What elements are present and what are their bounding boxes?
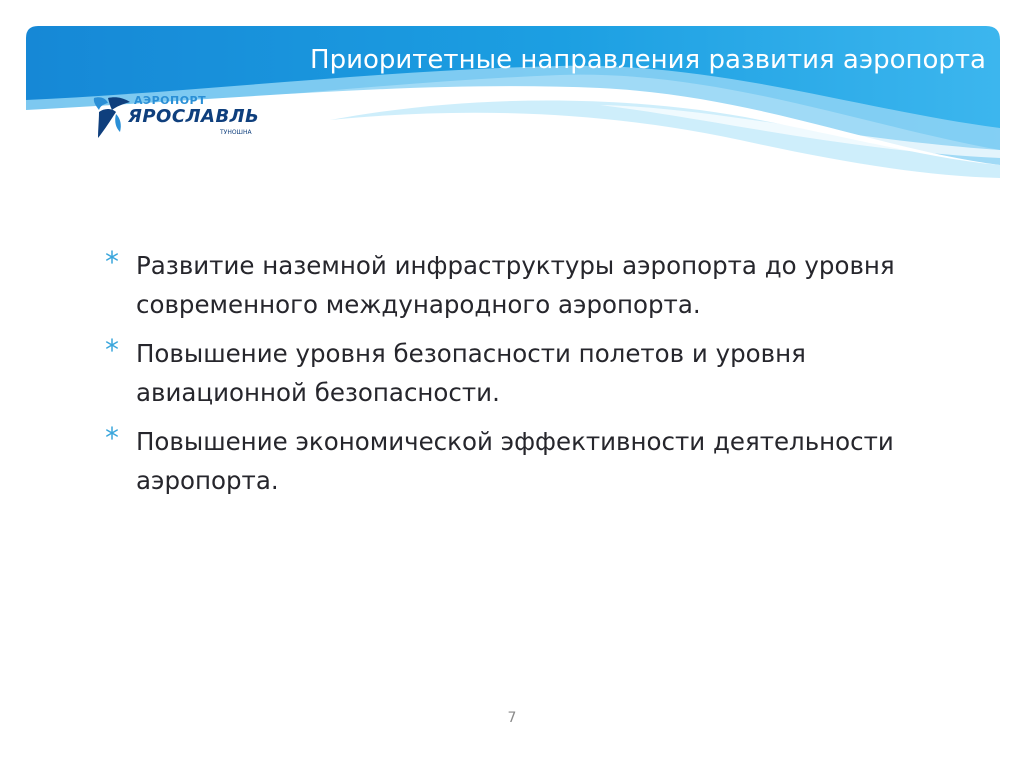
bullet-item [100,422,930,500]
bullet-text: Повышение экономической эффективности деятельности аэропорта. [136,427,894,495]
bullet-text: Развитие наземной инфраструктуры аэропорта до уровня современного международного аэропорта. [136,251,895,319]
asterisk-bullet-icon [104,249,120,265]
logo-main-text: ЯРОСЛАВЛЬ [128,106,260,127]
bullet-text: Повышение уровня безопасности полетов и уровня авиационной безопасности. [136,339,806,407]
bullet-item [100,246,930,324]
logo-top-text: АЭРОПОРТ [134,94,207,107]
logo-sub-text: ТУНОШНА [220,129,252,136]
bullet-list [100,246,930,510]
bullet-item [100,334,930,412]
asterisk-bullet-icon [104,425,120,441]
asterisk-bullet-icon [104,337,120,353]
page-number: 7 [507,710,517,726]
airport-logo [90,94,270,144]
slide-title: Приоритетные направления развития аэропорта [310,45,986,75]
